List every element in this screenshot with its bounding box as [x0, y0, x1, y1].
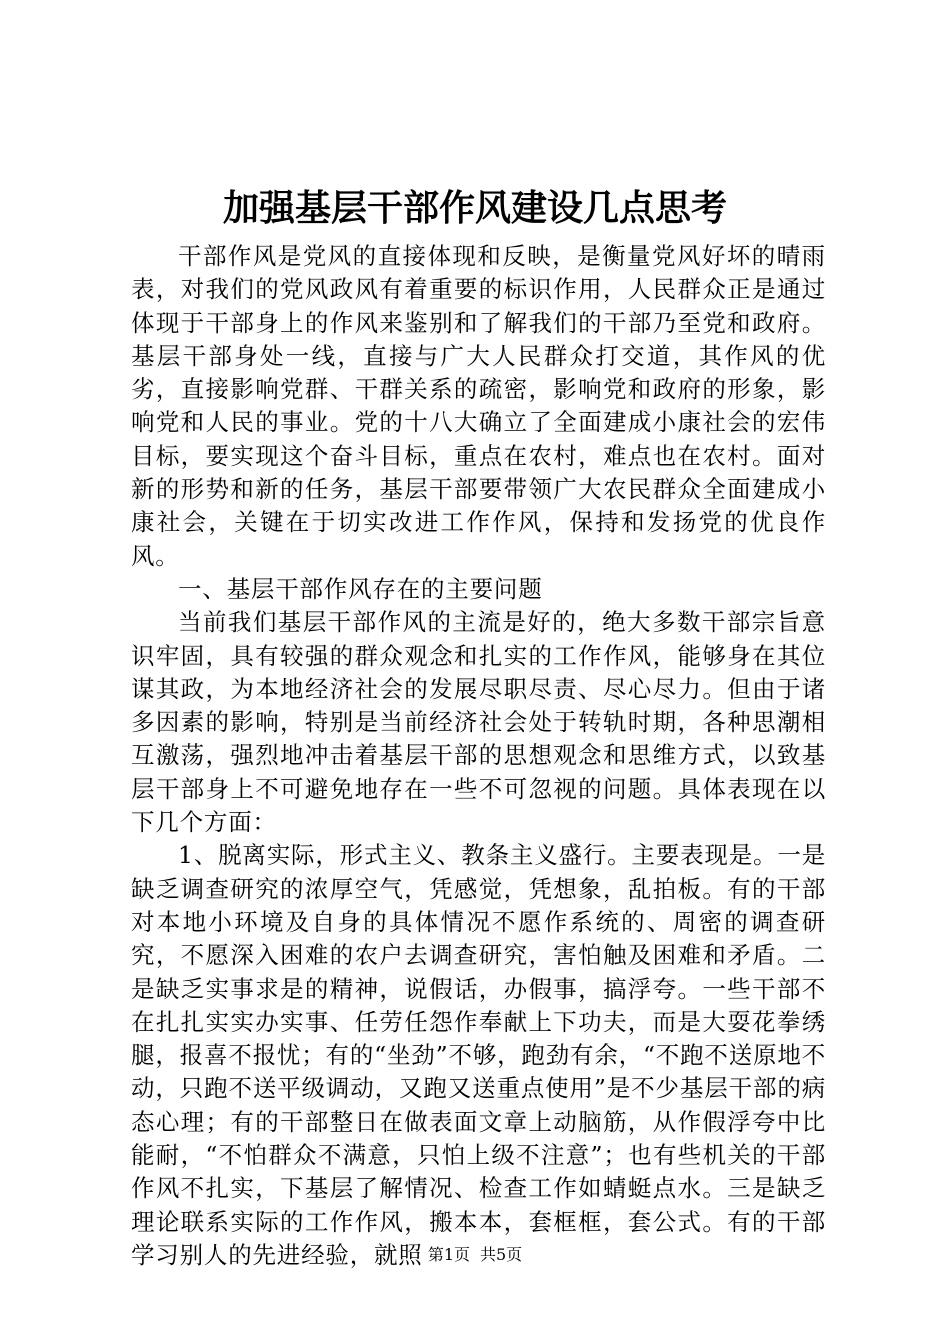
page-footer: [0, 1244, 950, 1266]
paragraph-problem-1: 1、脱离实际，形式主义、教条主义盛行。主要表现是。一是缺乏调查研究的浓厚空气，凭感觉，凭想象，乱拍板。有的干部对本地小环境及自身的具体情况不愿作系统的、周密的调查研究，不愿深入困难的农户去调查研究，害怕触及困难和矛盾。二是缺乏实事求是的精神，说假话，办假事，搞浮夸。一些干部不在扎扎实实办实事、任劳任怨作奉献上下功夫，而是大耍花拳绣腿，报喜不报忧；有的“坐劲”不够，跑劲有余，“不跑不送原地不动，只跑不送平级调动，又跑又送重点使用”是不少基层干部的病态心理；有的干部整日在做表面文章上动脑筋，从作假浮夸中比能耐，“不怕群众不满意，只怕上级不注意”；也有些机关的干部作风不扎实，下基层了解情况、检查工作如蜻蜓点水。三是缺乏理论联系实际的工作作风，搬本本，套框框，套公式。有的干部学习别人的先进经验，就照: [131, 841, 826, 1269]
document-title: 加强基层干部作风建设几点思考: [222, 187, 727, 229]
page-total: 共5页: [480, 1245, 523, 1264]
paragraph-intro: 干部作风是党风的直接体现和反映，是衡量党风好坏的晴雨表，对我们的党风政风有着重要的标识作用，人民群众正是通过体现于干部身上的作风来鉴别和了解我们的干部乃至党和政府。基层干部身处一线，直接与广大人民群众打交道，其作风的优劣，直接影响党群、干群关系的疏密，影响党和政府的形象，影响党和人民的事业。党的十八大确立了全面建成小康社会的宏伟目标，要实现这个奋斗目标，重点在农村，难点也在农村。面对新的形势和新的任务，基层干部要带领广大农民群众全面建成小康社会，关键在于切实改进工作作风，保持和发扬党的优良作风。: [131, 242, 826, 570]
section-heading-1: 一、基层干部作风存在的主要问题: [178, 574, 543, 603]
paragraph-current-situation: 当前我们基层干部作风的主流是好的，绝大多数干部宗旨意识牢固，具有较强的群众观念和扎实的工作作风，能够身在其位谋其政，为本地经济社会的发展尽职尽责、尽心尽力。但由于诸多因素的影响，特别是当前经济社会处于转轨时期，各种思潮相互激荡，强烈地冲击着基层干部的思想观念和思维方式，以致基层干部身上不可避免地存在一些不可忽视的问题。具体表现在以下几个方面：: [131, 608, 826, 837]
document-body: [131, 240, 826, 1272]
page-number: 第1页: [427, 1245, 470, 1264]
